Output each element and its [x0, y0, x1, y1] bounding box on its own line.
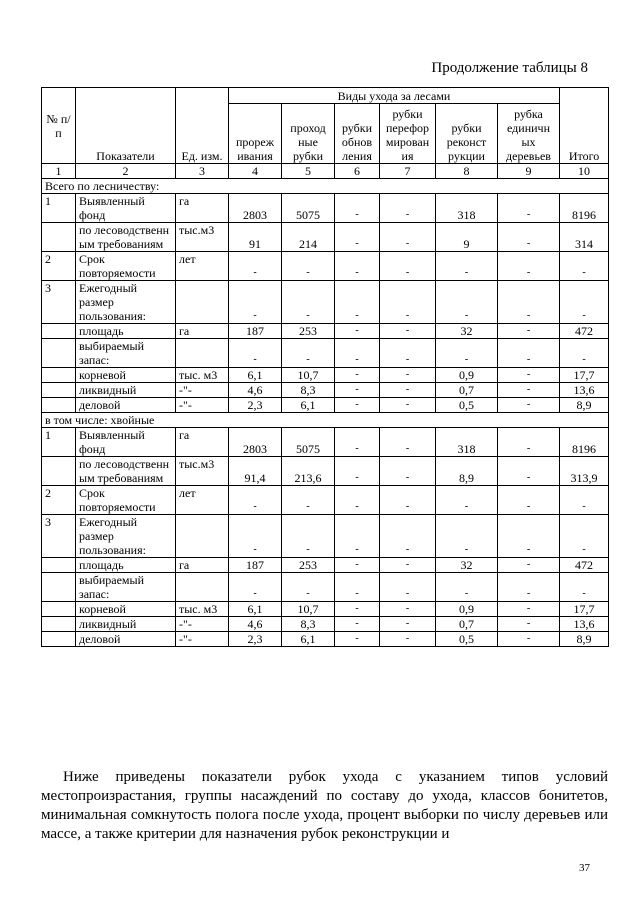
- row-value: -: [380, 486, 436, 515]
- row-value: -: [498, 617, 560, 632]
- row-unit: га: [176, 558, 229, 573]
- row-value: 313,9: [560, 457, 609, 486]
- row-value: 17,7: [560, 368, 609, 383]
- row-label: деловой: [76, 632, 176, 647]
- row-value: 91,4: [229, 457, 282, 486]
- row-value: -: [380, 632, 436, 647]
- row-value: 0,9: [436, 368, 498, 383]
- row-value: 5075: [282, 194, 335, 223]
- row-value: -: [380, 339, 436, 368]
- row-value: 8,9: [560, 398, 609, 413]
- row-unit: лет: [176, 252, 229, 281]
- table-body: [42, 179, 609, 647]
- row-label: ликвидный: [76, 617, 176, 632]
- section-title: Всего по лесничеству:: [42, 179, 609, 194]
- row-value: 9: [436, 223, 498, 252]
- row-value: -: [498, 515, 560, 558]
- row-number: [42, 368, 76, 383]
- row-value: -: [335, 324, 380, 339]
- row-value: -: [229, 281, 282, 324]
- table-row: [42, 617, 609, 632]
- row-value: -: [560, 339, 609, 368]
- row-value: -: [560, 515, 609, 558]
- row-unit: тыс. м3: [176, 602, 229, 617]
- row-label: ликвидный: [76, 383, 176, 398]
- table-row: [42, 281, 609, 324]
- table-row: [42, 324, 609, 339]
- row-value: -: [335, 486, 380, 515]
- table-row: [42, 368, 609, 383]
- row-value: 8,9: [560, 632, 609, 647]
- row-value: -: [335, 398, 380, 413]
- row-value: -: [229, 252, 282, 281]
- row-value: -: [282, 339, 335, 368]
- row-value: -: [498, 194, 560, 223]
- row-value: -: [380, 194, 436, 223]
- row-value: 2803: [229, 428, 282, 457]
- row-value: -: [335, 617, 380, 632]
- row-value: 6,1: [229, 368, 282, 383]
- row-value: -: [436, 252, 498, 281]
- row-value: -: [498, 281, 560, 324]
- row-value: -: [498, 457, 560, 486]
- column-number: 9: [498, 164, 560, 179]
- column-number: 5: [282, 164, 335, 179]
- row-number: [42, 383, 76, 398]
- header-unit: Ед. изм.: [176, 88, 229, 164]
- row-value: 0,9: [436, 602, 498, 617]
- section-row: [42, 413, 609, 428]
- row-value: 213,6: [282, 457, 335, 486]
- row-label: корневой: [76, 368, 176, 383]
- row-value: 6,1: [282, 398, 335, 413]
- row-unit: -"-: [176, 383, 229, 398]
- row-value: 0,7: [436, 617, 498, 632]
- row-unit: тыс. м3: [176, 368, 229, 383]
- row-value: -: [335, 558, 380, 573]
- row-label: по лесоводственн ым требованиям: [76, 223, 176, 252]
- row-value: -: [335, 339, 380, 368]
- row-value: -: [380, 515, 436, 558]
- row-value: -: [380, 558, 436, 573]
- row-value: -: [380, 602, 436, 617]
- row-number: 1: [42, 194, 76, 223]
- row-number: [42, 558, 76, 573]
- row-value: 4,6: [229, 383, 282, 398]
- row-value: -: [380, 573, 436, 602]
- table-continuation-caption: Продолжение таблицы 8: [431, 60, 588, 76]
- row-value: -: [436, 339, 498, 368]
- row-label: Выявленный фонд: [76, 194, 176, 223]
- table-row: [42, 573, 609, 602]
- row-unit: [176, 281, 229, 324]
- row-value: 2,3: [229, 632, 282, 647]
- header-type: рубки обнов ления: [335, 104, 380, 164]
- row-value: 17,7: [560, 602, 609, 617]
- row-value: -: [229, 486, 282, 515]
- row-value: -: [335, 194, 380, 223]
- row-value: -: [560, 252, 609, 281]
- column-number: 6: [335, 164, 380, 179]
- row-label: по лесоводственн ым требованиям: [76, 457, 176, 486]
- row-value: -: [229, 515, 282, 558]
- row-value: 6,1: [229, 602, 282, 617]
- table-row: [42, 602, 609, 617]
- row-value: 8,3: [282, 383, 335, 398]
- row-number: [42, 398, 76, 413]
- row-value: -: [282, 252, 335, 281]
- row-value: -: [335, 457, 380, 486]
- row-value: -: [282, 515, 335, 558]
- row-value: 472: [560, 558, 609, 573]
- row-label: Выявленный фонд: [76, 428, 176, 457]
- row-value: 4,6: [229, 617, 282, 632]
- table-row: [42, 383, 609, 398]
- row-value: -: [380, 398, 436, 413]
- section-row: [42, 179, 609, 194]
- row-label: Ежегодный размер пользования:: [76, 515, 176, 558]
- row-unit: -"-: [176, 632, 229, 647]
- row-value: -: [498, 573, 560, 602]
- column-number: 3: [176, 164, 229, 179]
- row-label: Срок повторяемости: [76, 486, 176, 515]
- row-number: [42, 223, 76, 252]
- row-value: 318: [436, 194, 498, 223]
- row-unit: тыс.м3: [176, 223, 229, 252]
- row-value: -: [335, 573, 380, 602]
- row-value: 187: [229, 324, 282, 339]
- row-value: 5075: [282, 428, 335, 457]
- row-value: 187: [229, 558, 282, 573]
- row-number: [42, 602, 76, 617]
- row-value: -: [498, 383, 560, 398]
- row-value: -: [498, 602, 560, 617]
- table-row: [42, 223, 609, 252]
- row-value: 8196: [560, 428, 609, 457]
- row-value: 318: [436, 428, 498, 457]
- row-value: -: [335, 632, 380, 647]
- row-unit: тыс.м3: [176, 457, 229, 486]
- column-number: 1: [42, 164, 76, 179]
- row-value: -: [380, 281, 436, 324]
- row-unit: [176, 339, 229, 368]
- row-value: -: [380, 383, 436, 398]
- table-row: [42, 632, 609, 647]
- row-value: -: [498, 324, 560, 339]
- row-value: -: [498, 558, 560, 573]
- row-value: -: [335, 223, 380, 252]
- row-value: 2,3: [229, 398, 282, 413]
- table-row: [42, 558, 609, 573]
- page-number: 37: [579, 862, 590, 874]
- row-value: 472: [560, 324, 609, 339]
- header-type: рубки перефор мирован ия: [380, 104, 436, 164]
- header-num: № п/п: [42, 88, 76, 164]
- row-value: 10,7: [282, 602, 335, 617]
- row-value: -: [498, 398, 560, 413]
- row-value: 0,7: [436, 383, 498, 398]
- row-value: 214: [282, 223, 335, 252]
- row-value: 13,6: [560, 617, 609, 632]
- row-value: 13,6: [560, 383, 609, 398]
- row-value: -: [498, 486, 560, 515]
- row-value: -: [335, 602, 380, 617]
- header-type: прореж ивания: [229, 104, 282, 164]
- row-value: -: [282, 281, 335, 324]
- row-unit: -"-: [176, 617, 229, 632]
- row-value: 253: [282, 558, 335, 573]
- section-title: в том числе: хвойные: [42, 413, 609, 428]
- row-unit: -"-: [176, 398, 229, 413]
- row-number: [42, 324, 76, 339]
- row-value: 0,5: [436, 398, 498, 413]
- header-group: Виды ухода за лесами: [229, 88, 560, 104]
- table-row: [42, 457, 609, 486]
- row-label: деловой: [76, 398, 176, 413]
- row-unit: га: [176, 194, 229, 223]
- row-value: -: [335, 252, 380, 281]
- table-row: [42, 252, 609, 281]
- header-type: рубка единичн ых деревьев: [498, 104, 560, 164]
- row-value: -: [335, 515, 380, 558]
- row-label: Ежегодный размер пользования:: [76, 281, 176, 324]
- row-value: -: [498, 252, 560, 281]
- row-label: Срок повторяемости: [76, 252, 176, 281]
- row-value: 2803: [229, 194, 282, 223]
- row-value: -: [498, 428, 560, 457]
- row-unit: га: [176, 324, 229, 339]
- row-value: -: [335, 281, 380, 324]
- row-value: 10,7: [282, 368, 335, 383]
- row-unit: га: [176, 428, 229, 457]
- row-value: -: [380, 252, 436, 281]
- row-unit: [176, 515, 229, 558]
- row-value: -: [229, 573, 282, 602]
- row-value: -: [436, 281, 498, 324]
- row-value: -: [380, 368, 436, 383]
- row-label: площадь: [76, 324, 176, 339]
- row-value: -: [380, 457, 436, 486]
- column-number: 4: [229, 164, 282, 179]
- row-value: -: [380, 428, 436, 457]
- row-value: 6,1: [282, 632, 335, 647]
- row-value: -: [498, 368, 560, 383]
- row-value: 8,3: [282, 617, 335, 632]
- row-value: -: [229, 339, 282, 368]
- row-number: [42, 339, 76, 368]
- row-value: 0,5: [436, 632, 498, 647]
- row-value: -: [436, 515, 498, 558]
- row-number: [42, 457, 76, 486]
- body-paragraph: Ниже приведены показатели рубок ухода с указанием типов условий местопроизрастания, группы насаждений по составу до ухода, классов бонитетов, минимальная сомкнутость полога после ухода, процент выборки по числу деревьев или массе, а также критерии для назначения рубок реконструкции и: [41, 769, 608, 842]
- row-number: 2: [42, 252, 76, 281]
- row-value: 32: [436, 324, 498, 339]
- row-value: 314: [560, 223, 609, 252]
- row-value: -: [436, 573, 498, 602]
- table-row: [42, 486, 609, 515]
- row-value: -: [335, 368, 380, 383]
- row-value: -: [335, 383, 380, 398]
- column-number-row: [42, 164, 609, 179]
- row-value: -: [436, 486, 498, 515]
- table-row: [42, 428, 609, 457]
- table-row: [42, 398, 609, 413]
- row-value: -: [560, 281, 609, 324]
- row-value: -: [498, 223, 560, 252]
- row-number: [42, 617, 76, 632]
- row-value: 8196: [560, 194, 609, 223]
- column-number: 10: [560, 164, 609, 179]
- row-value: 91: [229, 223, 282, 252]
- row-number: 2: [42, 486, 76, 515]
- row-value: -: [380, 223, 436, 252]
- header-type: проход ные рубки: [282, 104, 335, 164]
- row-value: -: [380, 617, 436, 632]
- header-type: рубки реконст рукции: [436, 104, 498, 164]
- column-number: 2: [76, 164, 176, 179]
- row-value: -: [335, 428, 380, 457]
- row-value: -: [282, 573, 335, 602]
- header-indicator: Показатели: [76, 88, 176, 164]
- row-unit: лет: [176, 486, 229, 515]
- row-number: 3: [42, 281, 76, 324]
- row-label: площадь: [76, 558, 176, 573]
- table-row: [42, 339, 609, 368]
- row-label: корневой: [76, 602, 176, 617]
- row-value: 253: [282, 324, 335, 339]
- row-number: 3: [42, 515, 76, 558]
- column-number: 8: [436, 164, 498, 179]
- header-total: Итого: [560, 88, 609, 164]
- table-row: [42, 194, 609, 223]
- row-value: -: [560, 486, 609, 515]
- column-number: 7: [380, 164, 436, 179]
- row-label: выбираемый запас:: [76, 573, 176, 602]
- row-value: -: [282, 486, 335, 515]
- row-value: -: [498, 339, 560, 368]
- row-number: 1: [42, 428, 76, 457]
- row-number: [42, 573, 76, 602]
- row-value: -: [560, 573, 609, 602]
- forest-care-table: [41, 87, 609, 647]
- row-unit: [176, 573, 229, 602]
- row-number: [42, 632, 76, 647]
- row-value: 8,9: [436, 457, 498, 486]
- row-value: -: [498, 632, 560, 647]
- table-row: [42, 515, 609, 558]
- row-value: 32: [436, 558, 498, 573]
- row-value: -: [380, 324, 436, 339]
- row-label: выбираемый запас:: [76, 339, 176, 368]
